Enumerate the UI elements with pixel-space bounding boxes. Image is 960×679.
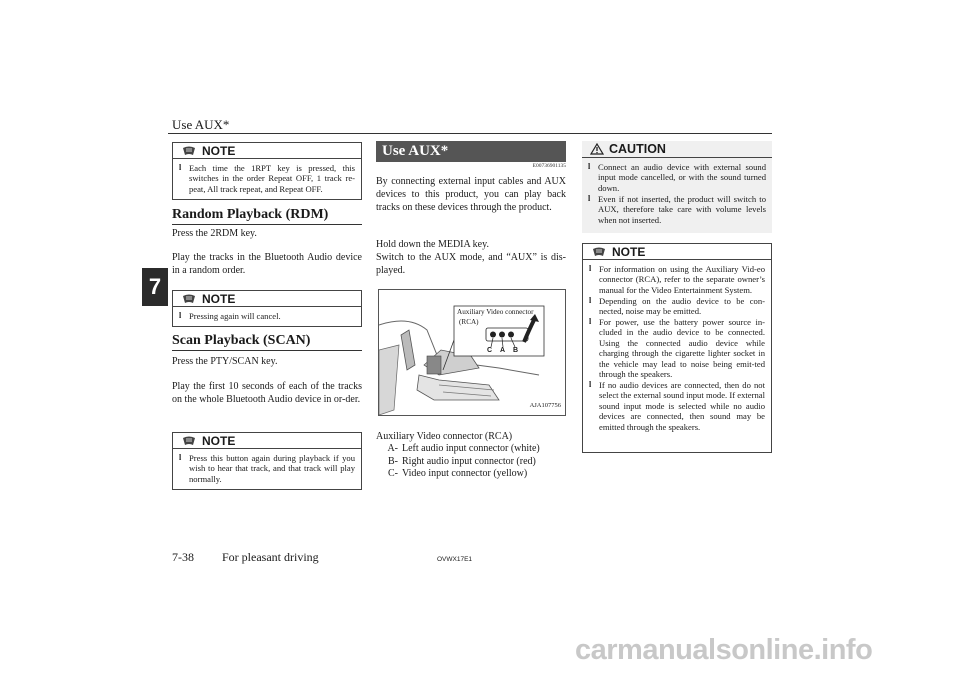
- list-item: l Press this button again during playback if you wish to hear that track, and that track will play normally.: [179, 453, 355, 484]
- section-title-bar: Use AUX*: [376, 141, 566, 162]
- page-number: 7-38: [172, 550, 194, 564]
- list-item: l Pressing again will cancel.: [179, 311, 281, 321]
- note-icon: [181, 293, 197, 305]
- note-icon: [181, 145, 197, 157]
- caution-box: [582, 141, 772, 233]
- note-header: [173, 291, 361, 307]
- paragraph: Press the PTY/SCAN key.: [172, 356, 278, 367]
- connector-letter-a: A: [500, 347, 506, 354]
- bullet-icon: l: [588, 193, 591, 203]
- list-item: l Even if not inserted, the product will switch to AUX, therefore take care with volume levels when not inserted.: [588, 193, 766, 225]
- note-icon: [591, 246, 607, 258]
- bullet-icon: l: [179, 163, 182, 172]
- bullet-icon: l: [588, 162, 591, 171]
- footer-section: For pleasant driving: [222, 550, 319, 564]
- paragraph: Hold down the MEDIA key.: [376, 239, 489, 250]
- figure-aux-connector: [378, 289, 566, 416]
- bullet-icon: l: [589, 295, 592, 305]
- note-icon: [181, 435, 197, 447]
- legend-item: A- Left audio input connector (white): [387, 443, 540, 454]
- legend-item: B- Right audio input connector (red): [388, 455, 536, 467]
- figure-code: AJA107756: [529, 402, 561, 409]
- bullet-icon: l: [589, 317, 592, 327]
- paragraph: Switch to the AUX mode, and “AUX” is dis-played.: [376, 252, 566, 276]
- list-item: l If no audio devices are connected, then do not select the external sound input mode. If external sound input mode is selected while no audio devices are connected, then sound may be emitted through the speakers.: [589, 379, 765, 432]
- connector-letter-c: C: [487, 347, 493, 354]
- note-box-scan: [172, 432, 362, 490]
- list-item: l For information on using the Auxiliary Vid-eo connector (RCA), refer to the separate owner’s manual for the Video Entertainment System.: [589, 264, 765, 295]
- legend-title: Auxiliary Video connector (RCA): [376, 431, 513, 442]
- caution-header: [582, 141, 772, 158]
- legend-item: C- Video input connector (yellow): [388, 468, 528, 479]
- note-label: NOTE: [202, 433, 236, 448]
- heading-scan-playback: Scan Playback (SCAN): [172, 333, 362, 351]
- chapter-tab: 7: [142, 268, 168, 306]
- note-box-repeat: [172, 142, 362, 200]
- paragraph: Play the tracks in the Bluetooth Audio device in a random order.: [172, 252, 362, 276]
- heading-random-playback: Random Playback (RDM): [172, 207, 362, 225]
- note-label: NOTE: [612, 244, 646, 259]
- note-header: [173, 143, 361, 159]
- watermark: carmanualsonline.info: [575, 634, 873, 666]
- bullet-icon: l: [589, 379, 592, 389]
- note-box-aux: [582, 243, 772, 453]
- bullet-icon: l: [179, 311, 182, 320]
- note-header: [583, 244, 771, 260]
- note-label: NOTE: [202, 143, 236, 158]
- note-box-random: [172, 290, 362, 327]
- list-item: l Each time the 1RPT key is pressed, this switches in the order Repeat OFF, 1 track re-peat, All track repeat, and Repeat OFF.: [179, 163, 355, 194]
- list-item: l Connect an audio device with external sound input mode cancelled, or with the sound turned down.: [588, 162, 766, 193]
- paragraph: By connecting external input cables and AUX devices to this product, you can play back tracks on these devices through the product.: [376, 176, 566, 213]
- section-code: E00736901135: [532, 163, 566, 169]
- bullet-icon: l: [179, 453, 182, 462]
- legend-list: [376, 443, 566, 481]
- header-rule: [168, 133, 772, 134]
- caution-label: CAUTION: [609, 142, 666, 156]
- note-label: NOTE: [202, 291, 236, 306]
- running-header-title: Use AUX*: [172, 117, 230, 132]
- paragraph: Play the first 10 seconds of each of the tracks on the whole Bluetooth Audio device in or-der.: [172, 381, 362, 405]
- connector-letter-b: B: [513, 347, 519, 354]
- note-header: [173, 433, 361, 449]
- warning-triangle-icon: [590, 143, 604, 155]
- list-item: l Depending on the audio device to be con-nected, noise may be emitted.: [589, 295, 765, 317]
- bullet-icon: l: [589, 264, 592, 273]
- callout-label-line1: Auxiliary Video connector: [457, 308, 534, 316]
- callout-label-line2: (RCA): [459, 318, 479, 326]
- list-item: l For power, use the battery power source in-cluded in the audio device to be connected. Using the connected audio device while charging through the cigarette lighter socket in the vehicle may lead to noise being emit-ted through the speakers.: [589, 317, 765, 380]
- paragraph: Press the 2RDM key.: [172, 228, 257, 239]
- doc-code: OVWX17E1: [437, 556, 473, 563]
